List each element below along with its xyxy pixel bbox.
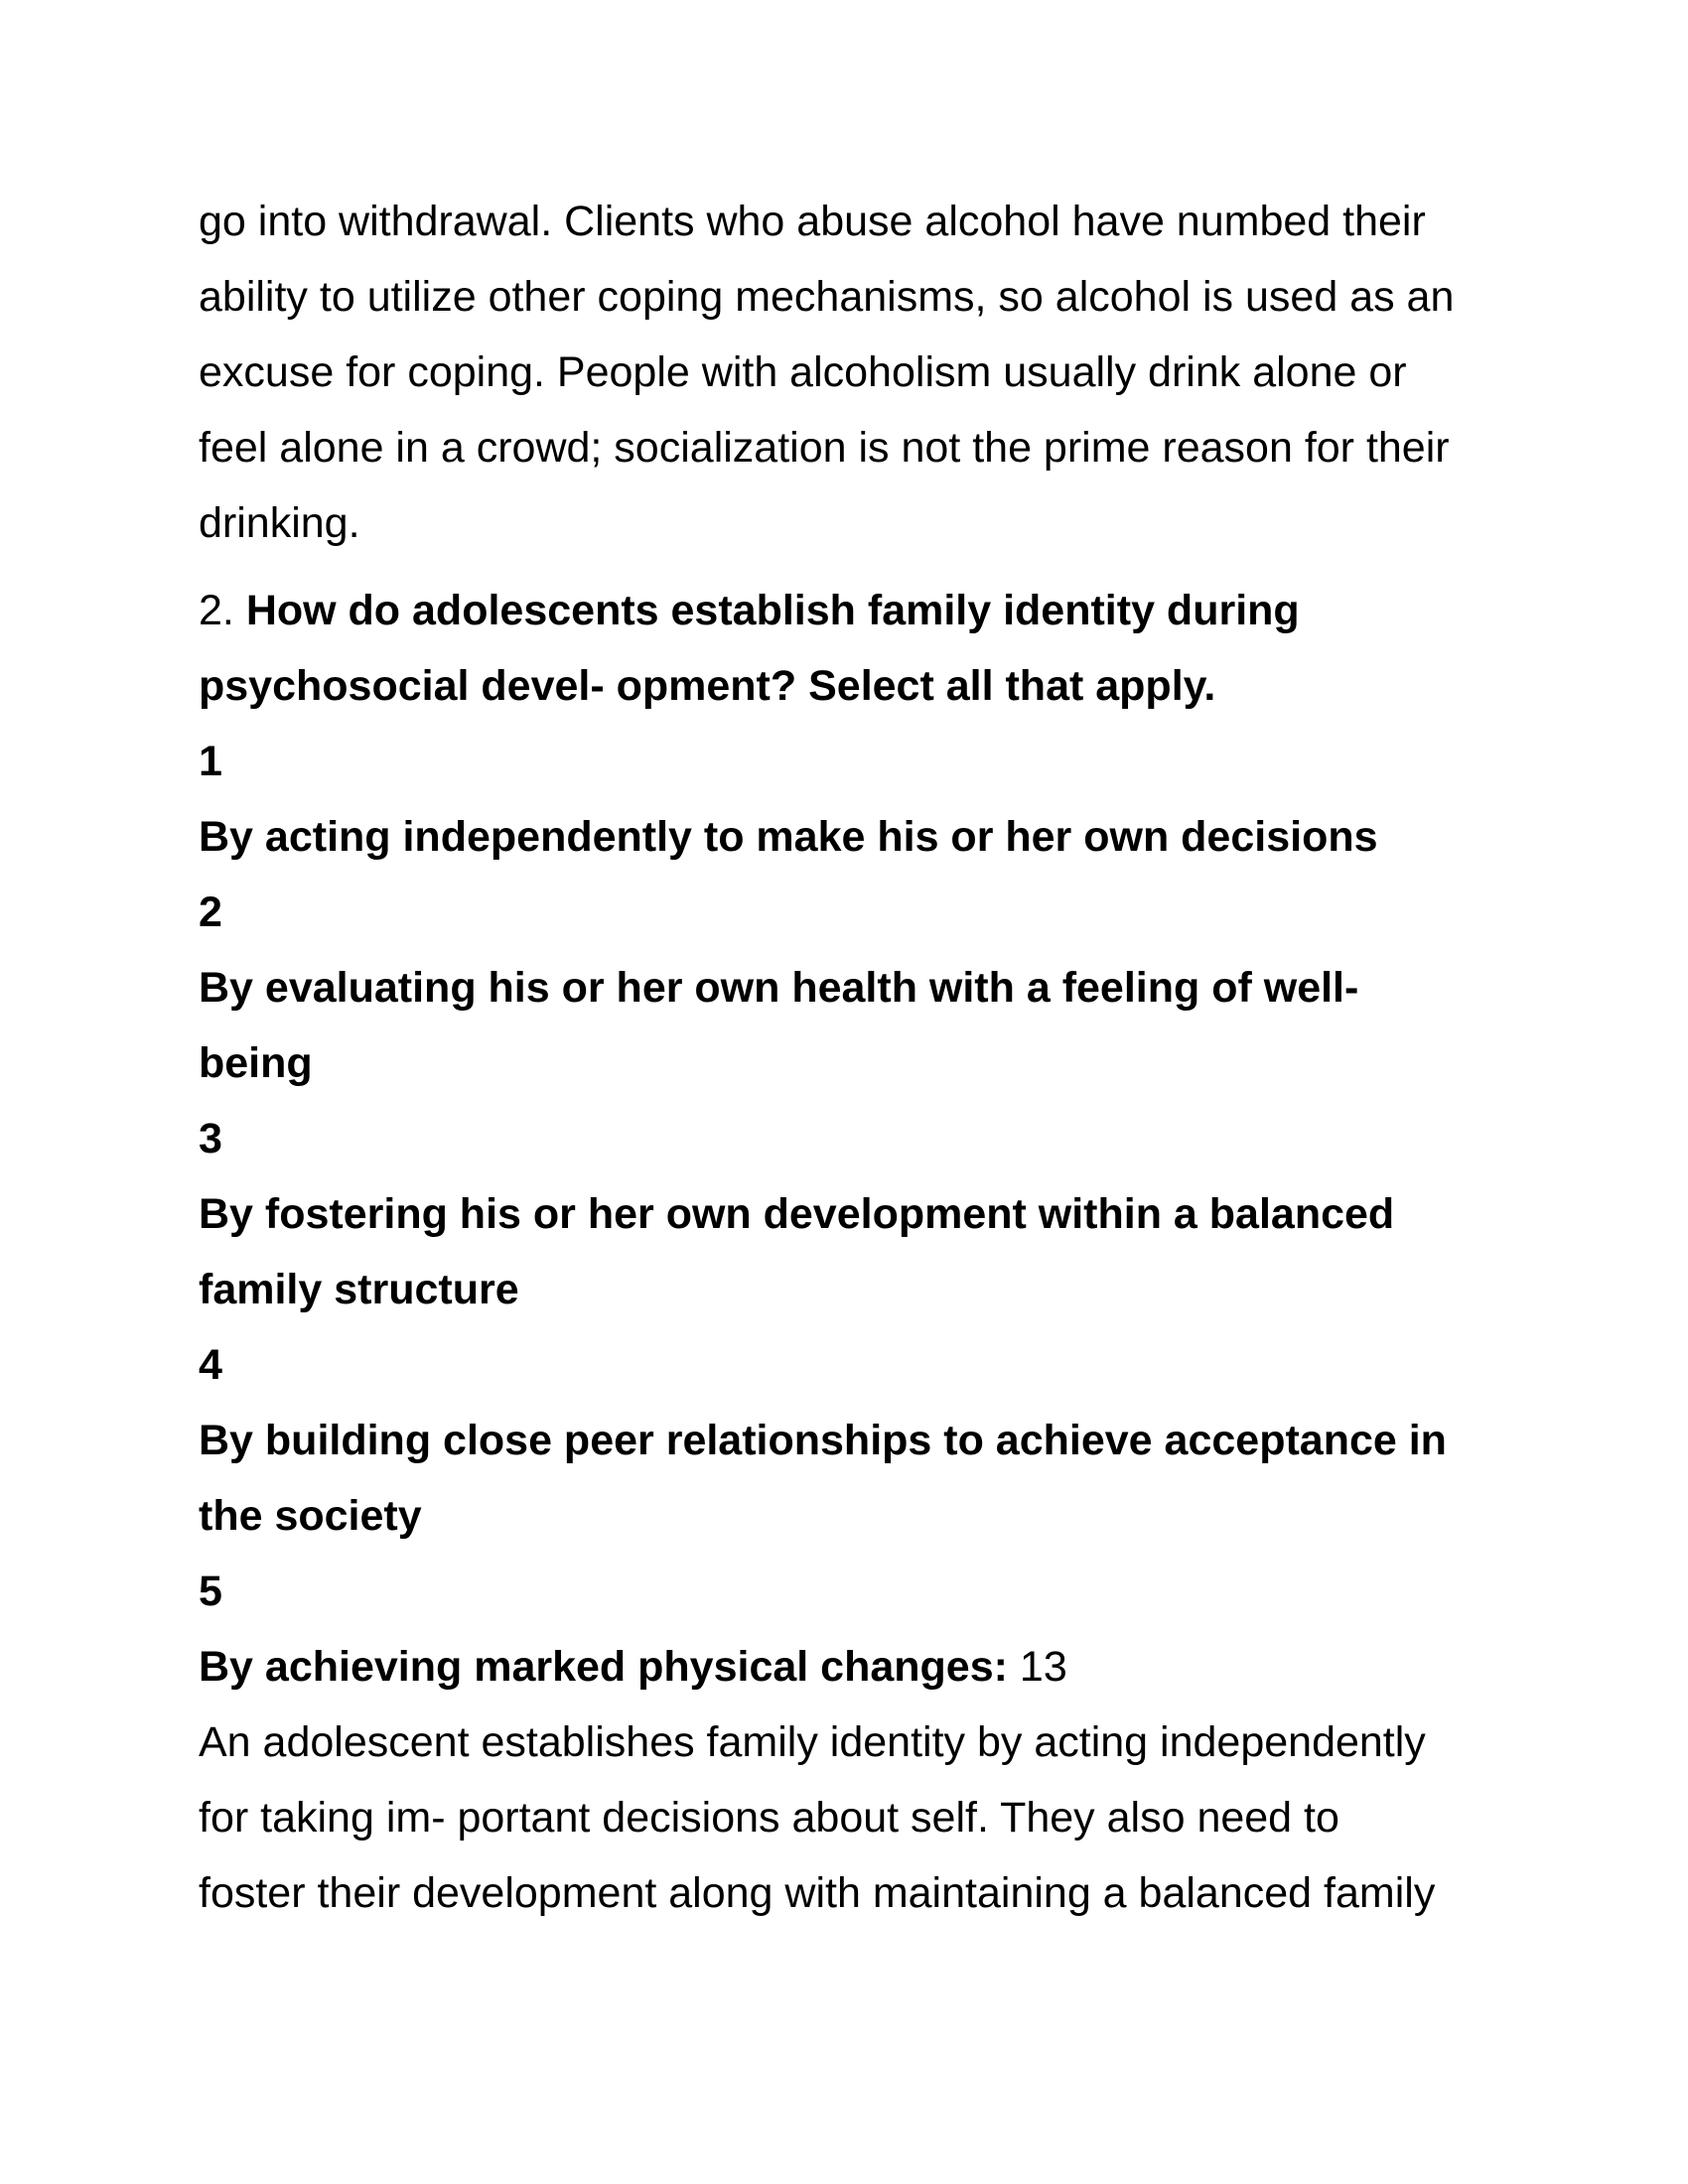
option-5-text: By achieving marked physical changes: <box>199 1643 1008 1691</box>
option-5-number: 5 <box>199 1568 222 1615</box>
option-5-line <box>199 1641 1067 1693</box>
question-text-1: How do adolescents establish family identity during <box>245 587 1300 634</box>
option-2-text-2: being <box>199 1039 313 1087</box>
option-3-text-2: family structure <box>199 1266 519 1313</box>
intro-line-3: excuse for coping. People with alcoholism usually drink alone or <box>199 348 1407 396</box>
option-1-text: By acting independently to make his or her own decisions <box>199 813 1378 861</box>
intro-line-1: go into withdrawal. Clients who abuse alcohol have numbed their <box>199 198 1426 245</box>
option-2-text-1: By evaluating his or her own health with a feeling of well- <box>199 964 1359 1012</box>
option-1-number: 1 <box>199 738 222 785</box>
rationale-line-3: foster their development along with maintaining a balanced family <box>199 1869 1436 1917</box>
option-4-text-2: the society <box>199 1492 422 1540</box>
answer-key: 13 <box>1019 1643 1067 1691</box>
option-2-number: 2 <box>199 888 222 936</box>
intro-line-2: ability to utilize other coping mechanisms, so alcohol is used as an <box>199 273 1455 321</box>
question-number: 2. <box>199 587 234 634</box>
question-line-1 <box>199 585 1300 636</box>
option-3-text-1: By fostering his or her own development within a balanced <box>199 1190 1395 1238</box>
option-3-number: 3 <box>199 1115 222 1162</box>
question-line-2: psychosocial devel- opment? Select all that apply. <box>199 662 1216 710</box>
option-4-number: 4 <box>199 1341 222 1389</box>
intro-line-4: feel alone in a crowd; socialization is not the prime reason for their <box>199 424 1450 472</box>
rationale-line-2: for taking im- portant decisions about self. They also need to <box>199 1794 1339 1842</box>
intro-line-5: drinking. <box>199 499 360 547</box>
option-4-text-1: By building close peer relationships to achieve acceptance in <box>199 1417 1447 1464</box>
rationale-line-1: An adolescent establishes family identity by acting independently <box>199 1718 1426 1766</box>
